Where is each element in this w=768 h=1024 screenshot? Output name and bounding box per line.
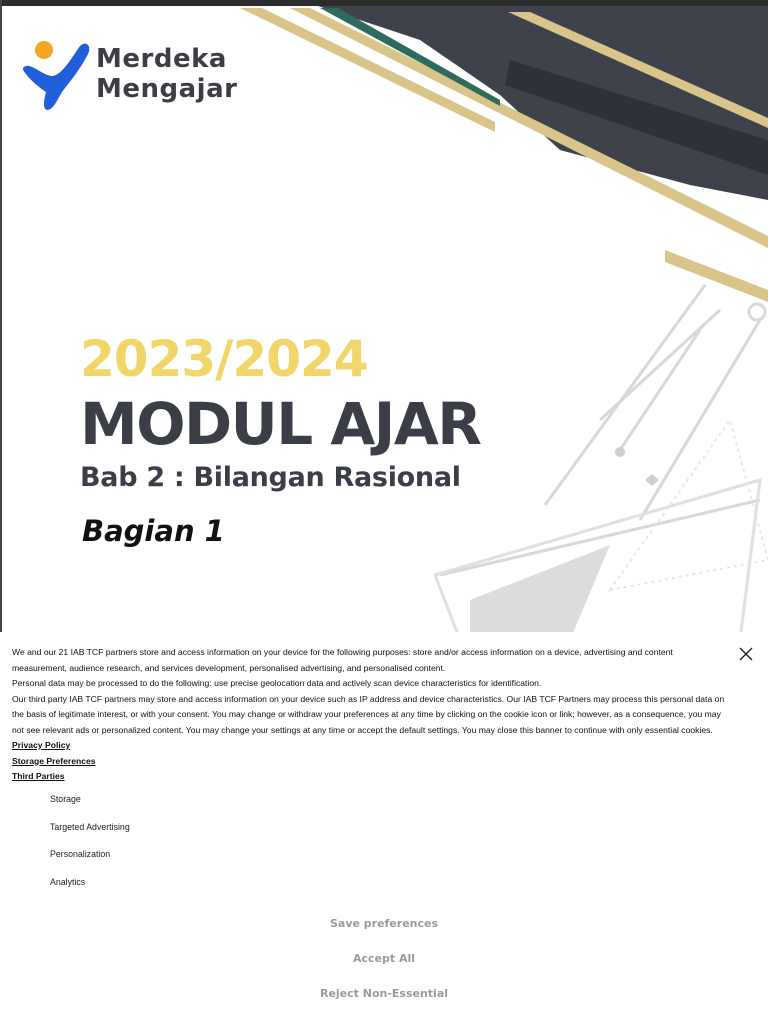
logo-text-line1: Merdeka bbox=[96, 44, 227, 74]
document-top-border bbox=[0, 0, 768, 6]
cookie-consent-banner bbox=[0, 632, 768, 1024]
document-left-border bbox=[0, 0, 2, 640]
save-preferences-button[interactable]: Save preferences bbox=[284, 913, 484, 935]
line-art bbox=[440, 285, 765, 575]
gold-stripe-4 bbox=[665, 250, 768, 302]
category-targeted-advertising[interactable]: Targeted Advertising bbox=[50, 821, 130, 832]
reject-non-essential-button[interactable]: Reject Non-Essential bbox=[284, 983, 484, 1005]
grey-dot bbox=[615, 447, 625, 457]
accept-all-button[interactable]: Accept All bbox=[284, 948, 484, 970]
logo-text-line2: Mengajar bbox=[96, 74, 238, 104]
close-button[interactable] bbox=[738, 646, 754, 662]
category-storage[interactable]: Storage bbox=[50, 794, 81, 804]
cover-chapter: Bab 2 : Bilangan Rasional bbox=[80, 462, 461, 493]
logo-figure-icon bbox=[22, 36, 92, 116]
consent-paragraph-3 bbox=[12, 692, 730, 754]
close-icon bbox=[738, 646, 754, 662]
storage-preferences-link[interactable]: Storage Preferences bbox=[12, 755, 96, 766]
third-parties-link[interactable]: Third Parties bbox=[12, 771, 65, 781]
consent-paragraph-3-text: Our third party IAB TCF partners may store and access information on your device such as IP address and device characteristics. Our IAB TCF Partners may process this personal data on the basis of legitimate interest, or with your consent. You may change or withdraw your preferences at any time by clicking on the cookie icon or link; however, as a consequence, you may not see relevant ads or personalized content. You may change your settings at any time or accept the default settings. You may close this banner to continue with only essential cookies. bbox=[12, 693, 725, 735]
cover-title: MODUL AJAR bbox=[80, 390, 481, 458]
grey-hex bbox=[645, 474, 659, 486]
merdeka-mengajar-logo bbox=[22, 36, 252, 116]
consent-category-list bbox=[50, 792, 130, 902]
category-personalization[interactable]: Personalization bbox=[50, 849, 111, 859]
consent-paragraph-2: Personal data may be processed to do the following: use precise geolocation data and actively scan device characteristics for identification. bbox=[12, 678, 542, 688]
consent-text bbox=[12, 645, 730, 785]
consent-paragraph-1: We and our 21 IAB TCF partners store and access information on your device for the following purposes: store and/or access information on a device, advertising and content measurement, audience research, and services development, personalised advertising, and personalised content. bbox=[12, 647, 673, 673]
cover-part: Bagian 1 bbox=[82, 514, 225, 548]
category-analytics[interactable]: Analytics bbox=[50, 876, 86, 887]
cover-year: 2023/2024 bbox=[80, 330, 368, 388]
privacy-policy-link[interactable]: Privacy Policy bbox=[12, 740, 71, 750]
